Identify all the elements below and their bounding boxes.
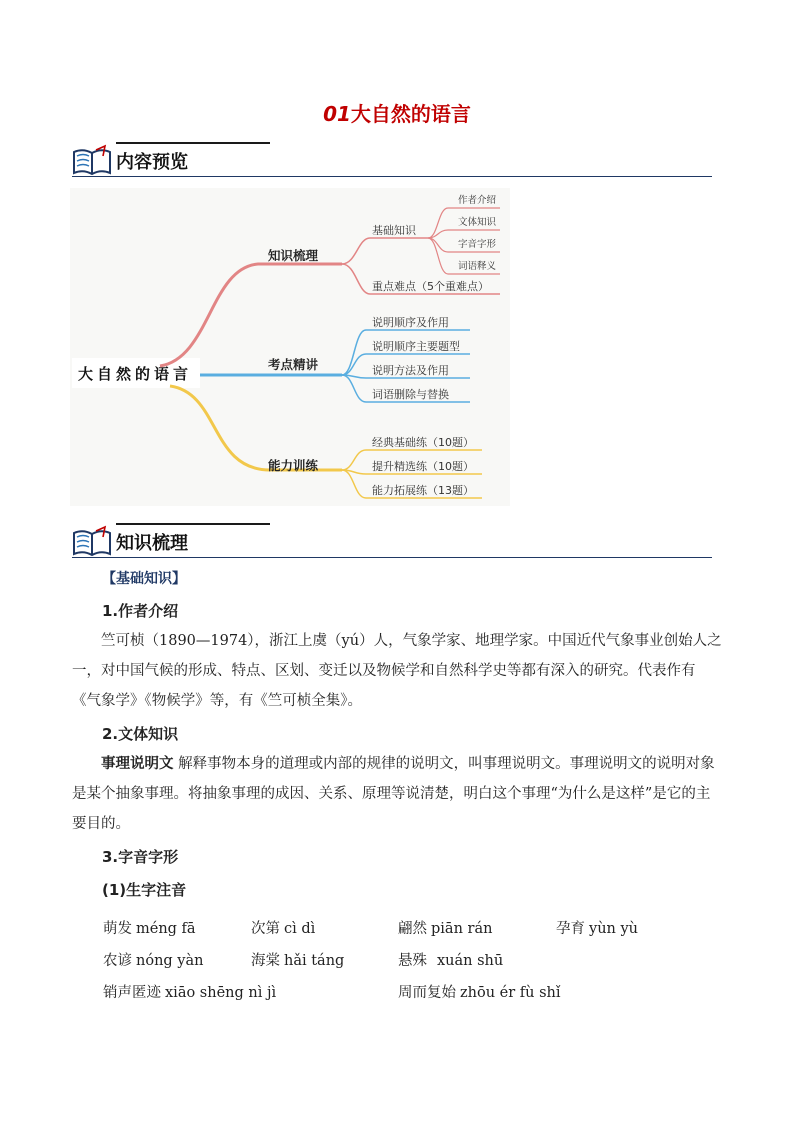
mindmap-vocabulary: 词语释义 [458,261,497,272]
word-item: 悬殊 xuán shū [398,953,504,969]
mindmap-exam-item: 词语删除与替换 [372,388,449,401]
mindmap-branch-knowledge: 知识梳理 [268,248,319,263]
mindmap-branch-training: 能力训练 [268,458,319,473]
genre-heading: 2.文体知识 [102,725,179,743]
mindmap-root: 大自然的语言 [78,365,193,383]
word-item: 次第 cì dì [251,921,316,937]
mindmap-exam-item: 说明顺序及作用 [372,316,449,329]
mindmap-exam-item: 说明方法及作用 [372,364,449,377]
section-knowledge-header [72,523,712,563]
mindmap-training-item: 经典基础练（10题） [372,436,474,449]
genre-term: 事理说明文 [101,756,174,772]
pronunciation-heading: (1)生字注音 [102,881,187,899]
author-heading: 1.作者介绍 [102,602,179,620]
mindmap-exam-item: 说明顺序主要题型 [372,340,460,353]
basic-knowledge-heading: 【基础知识】 [102,571,186,587]
mindmap-genre-knowledge: 文体知识 [458,217,497,228]
author-paragraph: 竺可桢（1890—1974），浙江上虞（yú）人，气象学家、地理学家。中国近代气象事业创始人之一，对中国气候的形成、特点、区划、变迁以及物候学和自然科学史等都有深入的研究。代表作有《气象学》《物候学》等，有《竺可桢全集》。 [72,633,722,709]
mindmap-training-item: 提升精选练（10题） [372,460,474,473]
word-item: 海棠 hǎi táng [251,953,345,969]
mindmap-training-item: 能力拓展练（13题） [372,484,474,497]
section-preview-title: 内容预览 [116,152,188,173]
title-number: 01 [323,102,351,126]
mindmap-key-points: 重点难点（5个重难点） [372,280,489,293]
word-item: 销声匿迹 xiāo shēng nì jì [103,985,277,1001]
genre-text: 解释事物本身的道理或内部的规律的说明文，叫事理说明文。事理说明文的说明对象是某个抽象事理。将抽象事理的成因、关系、原理等说清楚，明白这个事理“为什么是这样”是它的主要目的。 [72,756,715,832]
mindmap-basic-knowledge: 基础知识 [372,224,416,237]
char-heading: 3.字音字形 [102,848,179,866]
mindmap-pronunciation: 字音字形 [458,239,497,250]
open-book-icon [72,525,112,557]
word-item: 孕育 yùn yù [556,921,639,937]
title-text: 大自然的语言 [350,102,471,126]
basic-knowledge-block [72,564,724,905]
mindmap-branch-exam: 考点精讲 [268,357,319,372]
mindmap-author-intro: 作者介绍 [458,195,497,206]
word-item: 周而复始 zhōu ér fù shǐ [398,985,561,1001]
open-book-icon [72,144,112,176]
page-title [0,98,794,127]
word-item: 农谚 nóng yàn [103,953,204,969]
word-item: 萌发 méng fā [103,921,196,937]
word-item: 翩然 piān rán [398,921,493,937]
section-knowledge-title: 知识梳理 [116,533,188,554]
section-preview-header [72,142,712,182]
genre-paragraph [72,749,724,839]
mind-map [70,188,510,506]
